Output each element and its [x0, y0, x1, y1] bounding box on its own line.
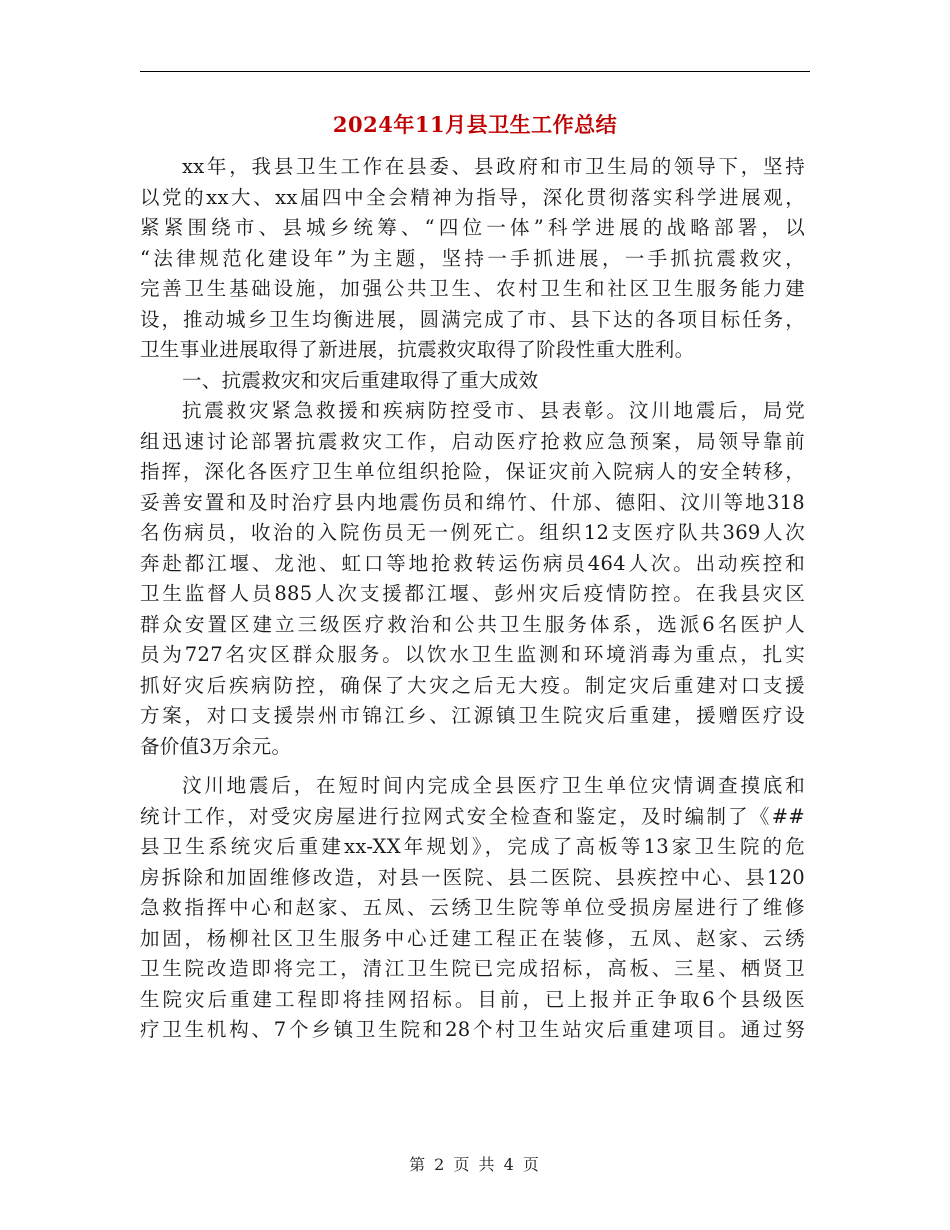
- text-line: xx年，我县卫生工作在县委、县政府和市卫生局的领导下，坚持: [182, 155, 805, 178]
- text-line: 名伤病员，收治的入院伤员无一例死亡。组织12支医疗队共369人次: [140, 521, 805, 544]
- text-line: 生院灾后重建工程即将挂网招标。目前，已上报并正争取6个县级医: [140, 987, 805, 1011]
- text-line: 方案，对口支援崇州市锦江乡、江源镇卫生院灾后重建，援赠医疗设: [140, 704, 805, 727]
- text-line: 员为727名灾区群众服务。以饮水卫生监测和环境消毒为重点，扎实: [140, 643, 805, 666]
- document-body: [140, 152, 805, 1046]
- text-line: 设，推动城乡卫生均衡进展，圆满完成了市、县下达的各项目标任务，: [140, 307, 805, 331]
- text-line: 完善卫生基础设施，加强公共卫生、农村卫生和社区卫生服务能力建: [140, 277, 805, 300]
- text-line: 抗震救灾紧急救援和疾病防控受市、县表彰。汶川地震后，局党: [182, 399, 805, 422]
- text-line: 卫生院改造即将完工，清江卫生院已完成招标，高板、三星、栖贤卫: [140, 957, 805, 980]
- text-line: 汶川地震后，在短时间内完成全县医疗卫生单位灾情调查摸底和: [182, 774, 805, 797]
- document-title: 2024年11月县卫生工作总结: [332, 112, 618, 137]
- paragraph-gap: [140, 762, 805, 771]
- page-number: 第 2 页 共 4 页: [409, 1155, 541, 1174]
- text-line: 疗卫生机构、7个乡镇卫生院和28个村卫生站灾后重建项目。通过努: [140, 1018, 805, 1041]
- text-line: “法律规范化建设年”为主题，坚持一手抓进展，一手抓抗震救灾，: [140, 246, 805, 270]
- text-line: 指挥，深化各医疗卫生单位组织抢险，保证灾前入院病人的安全转移，: [140, 460, 805, 483]
- text-line: 紧紧围绕市、县城乡统筹、“四位一体”科学进展的战略部署，以: [140, 216, 805, 239]
- paragraph: [140, 152, 805, 366]
- text-line: 群众安置区建立三级医疗救治和公共卫生服务体系，选派6名医护人: [140, 612, 805, 636]
- text-line: 备价值3万余元。: [140, 734, 292, 758]
- text-line: 组迅速讨论部署抗震救灾工作，启动医疗抢救应急预案，局领导靠前: [140, 429, 805, 453]
- text-line: 以党的xx大、xx届四中全会精神为指导，深化贯彻落实科学进展观，: [140, 185, 805, 209]
- text-line: 卫生监督人员885人次支援都江堰、彭州灾后疫情防控。在我县灾区: [140, 582, 805, 605]
- text-line: 县卫生系统灾后重建xx-XX年规划》，完成了高板等13家卫生院的危: [140, 835, 805, 858]
- text-line: 房拆除和加固维修改造，对县一医院、县二医院、县疾控中心、县120: [140, 865, 805, 889]
- text-line: 急救指挥中心和赵家、五凤、云绣卫生院等单位受损房屋进行了维修: [140, 896, 805, 919]
- text-line: 妥善安置和及时治疗县内地震伤员和绵竹、什邡、德阳、汶川等地318: [140, 490, 805, 514]
- text-line: 一、抗震救灾和灾后重建取得了重大成效: [182, 368, 539, 392]
- text-line: 奔赴都江堰、龙池、虹口等地抢救转运伤病员464人次。出动疾控和: [140, 551, 805, 575]
- text-line: 抓好灾后疾病防控，确保了大灾之后无大疫。制定灾后重建对口支援: [140, 673, 805, 697]
- header-rule: [140, 71, 810, 72]
- paragraph: [140, 771, 805, 1046]
- text-line: 卫生事业进展取得了新进展，抗震救灾取得了阶段性重大胜利。: [140, 338, 695, 361]
- text-line: 加固，杨柳社区卫生服务中心迁建工程正在装修，五凤、赵家、云绣: [140, 926, 805, 950]
- paragraph: [140, 396, 805, 762]
- paragraph: [140, 366, 805, 397]
- text-line: 统计工作，对受灾房屋进行拉网式安全检查和鉴定，及时编制了《##: [140, 804, 805, 828]
